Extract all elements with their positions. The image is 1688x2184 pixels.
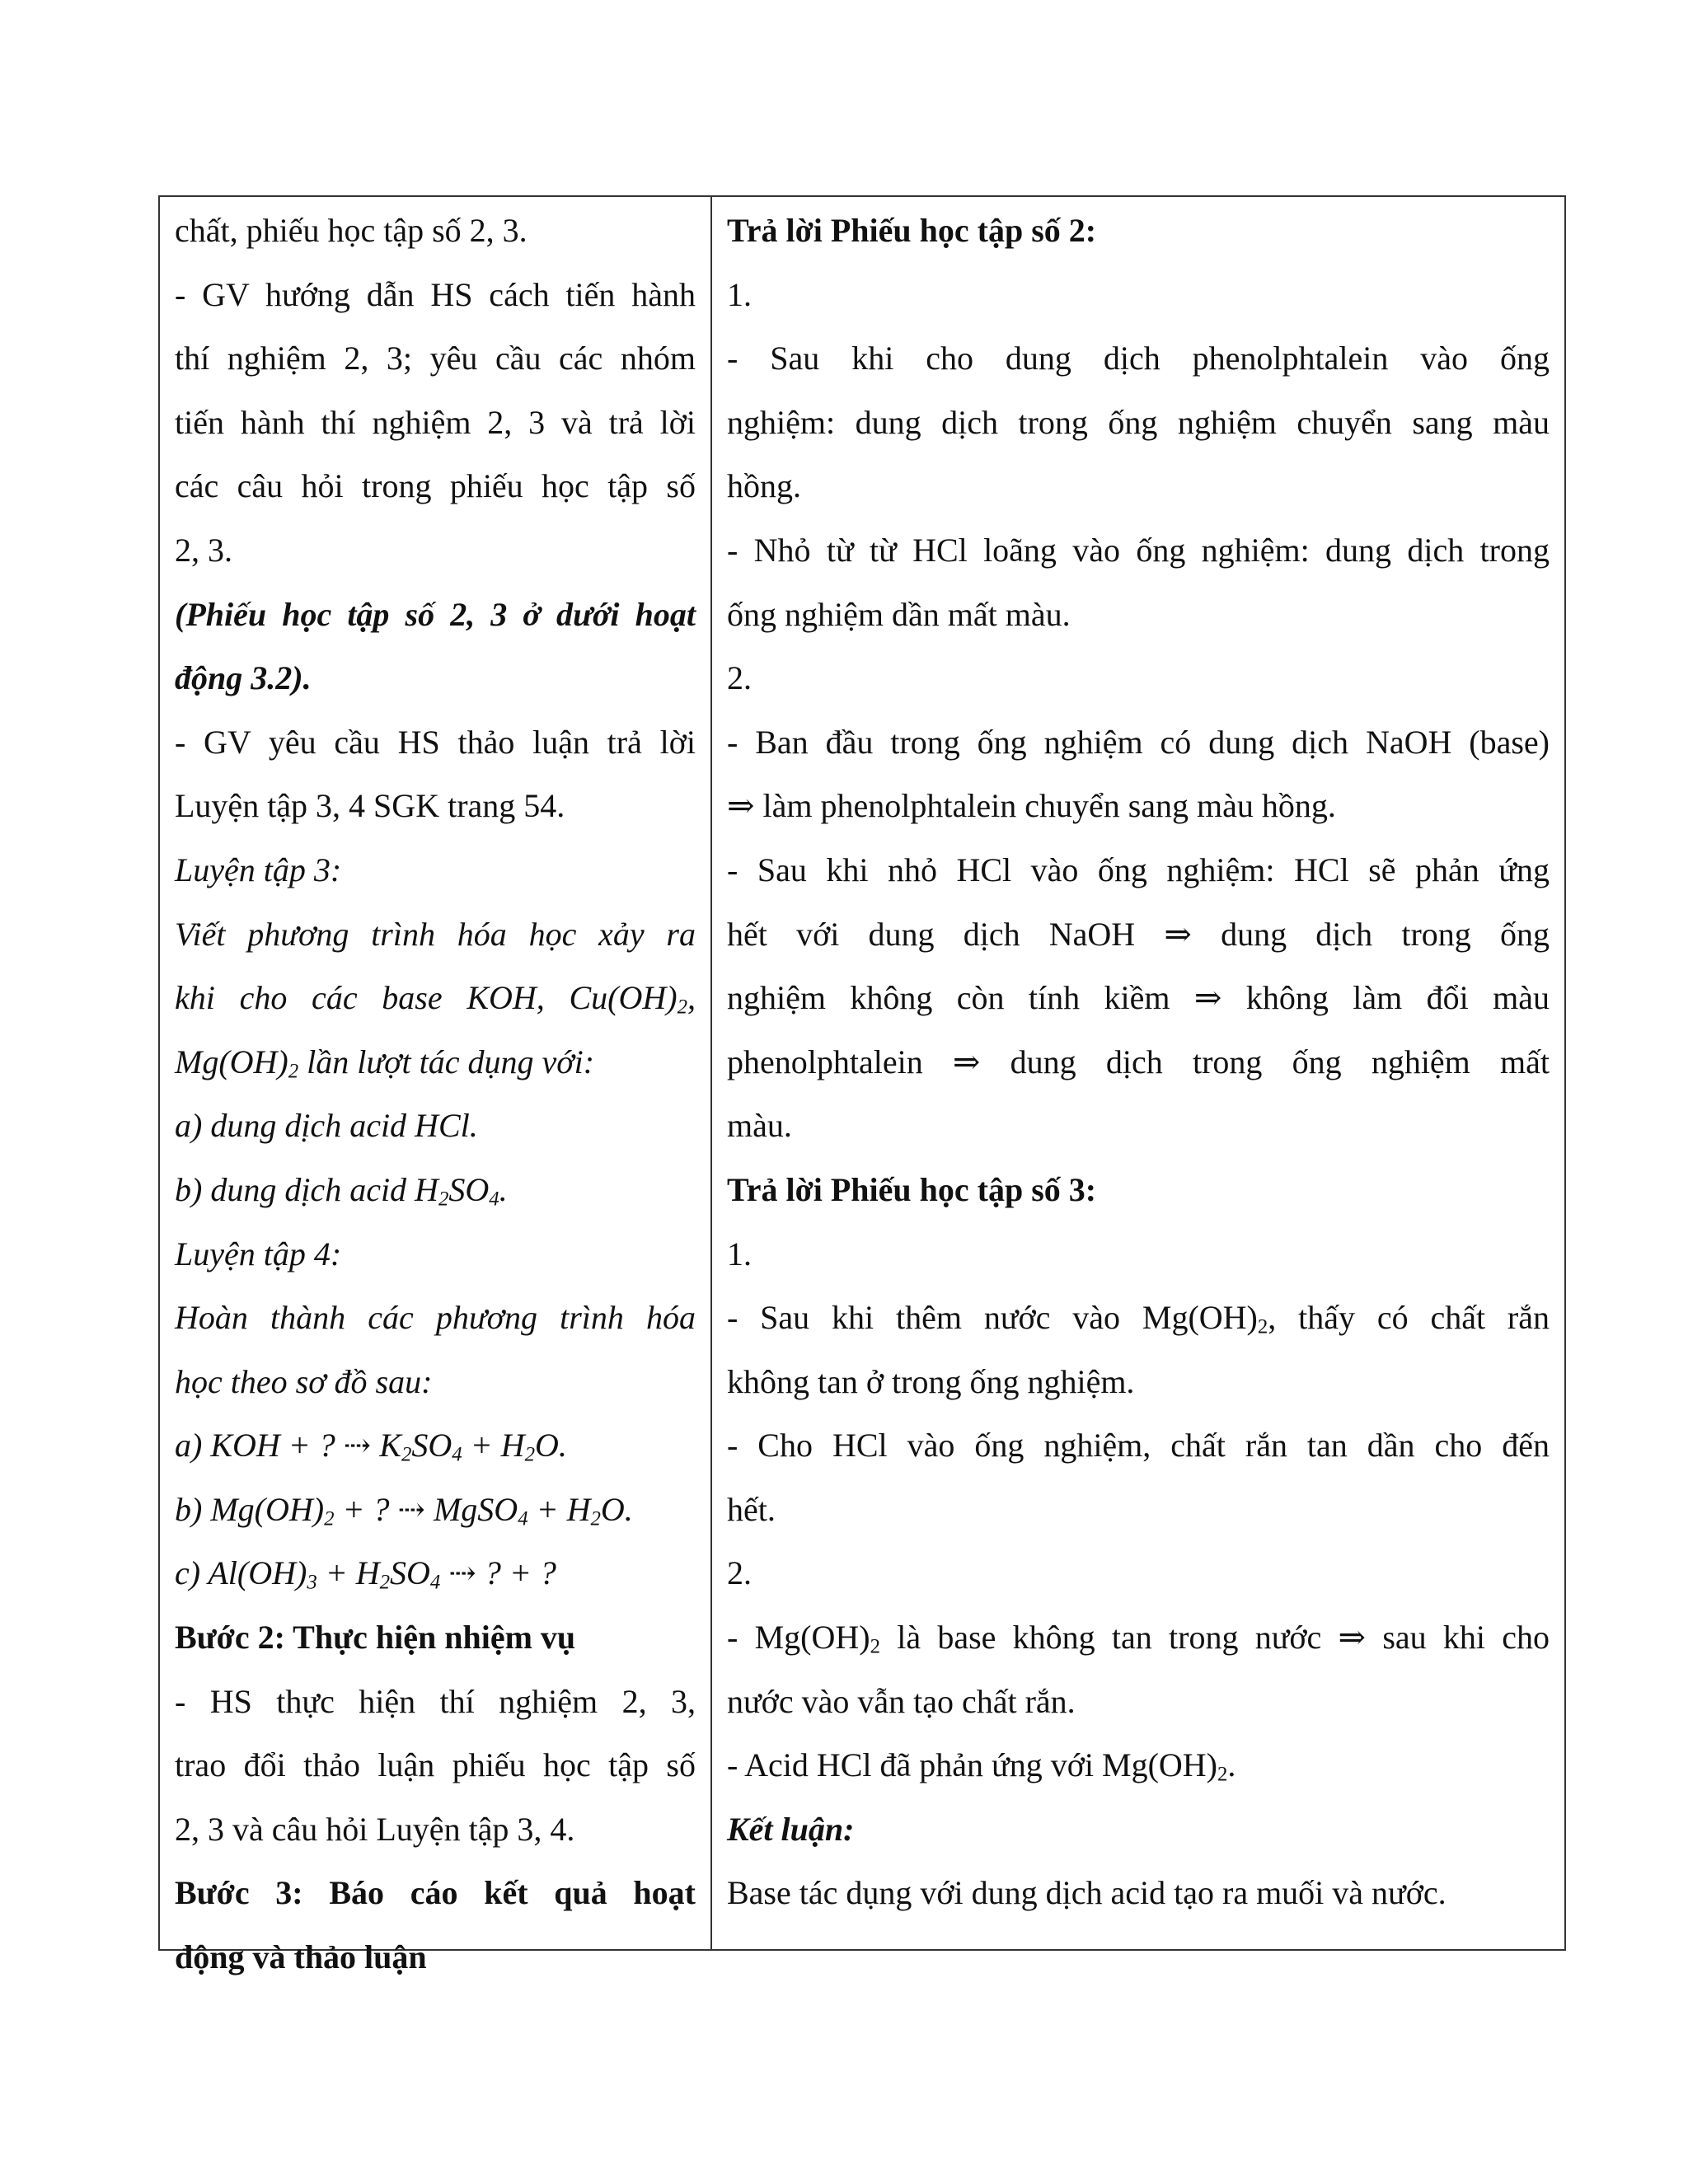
text-line: - HS thực hiện thí nghiệm 2, 3, <box>175 1682 696 1720</box>
text-line: 2. <box>727 659 752 697</box>
conclusion-text: Base tác dụng với dung dịch acid tạo ra muối và nước. <box>727 1874 1447 1912</box>
equation: a) KOH + ? ⇢ $K_2SO_4 + H_2O$. <box>175 1427 567 1466</box>
equation: b) $Mg(OH)_2$ + ? ⇢ MgSO$_4$ + $H_2O$. <box>175 1490 633 1530</box>
exercise-text: khi cho các base KOH, $Cu(OH)_2$, <box>175 979 696 1019</box>
text-line: tiến hành thí nghiệm 2, 3 và trả lời <box>175 403 696 441</box>
text-line: nghiệm không còn tính kiềm ⇒ không làm đổi màu <box>727 979 1550 1017</box>
text-line: trao đổi thảo luận phiếu học tập số <box>175 1746 696 1784</box>
text-line: - GV yêu cầu HS thảo luận trả lời <box>175 723 696 761</box>
exercise-heading: Luyện tập 4: <box>175 1235 342 1272</box>
text-line: - Sau khi thêm nước vào $Mg(OH)_2$, thấy có chất rắn <box>727 1299 1550 1338</box>
text-line: - GV hướng dẫn HS cách tiến hành <box>175 275 696 313</box>
exercise-heading: Luyện tập 3: <box>175 851 342 888</box>
answer-heading: Trả lời Phiếu học tập số 2: <box>727 212 1097 249</box>
step-heading: Bước 3: Báo cáo kết quả hoạt <box>175 1874 696 1912</box>
text-line: - Sau khi cho dung dịch phenolphtalein vào ống <box>727 340 1550 377</box>
exercise-text: Viết phương trình hóa học xảy ra <box>175 915 696 953</box>
student-answer-column <box>712 197 1564 1949</box>
equation: c) $Al(OH)_3 + H_2SO_4$ ⇢ ? + ? <box>175 1554 556 1594</box>
text-line: ⇒ làm phenolphtalein chuyển sang màu hồng. <box>727 787 1336 825</box>
exercise-text: b) dung dịch acid $H_2SO_4$. <box>175 1170 508 1211</box>
text-line: 1. <box>727 1235 752 1272</box>
text-line: - Sau khi nhỏ HCl vào ống nghiệm: HCl sẽ phản ứng <box>727 851 1550 888</box>
exercise-text: Hoàn thành các phương trình hóa <box>175 1299 696 1337</box>
text-line: 2. <box>727 1554 752 1592</box>
text-line: chất, phiếu học tập số 2, 3. <box>175 212 528 249</box>
exercise-text: $Mg(OH)_2$ lần lượt tác dụng với: <box>175 1043 595 1083</box>
step-heading: Bước 2: Thực hiện nhiệm vụ <box>175 1619 576 1657</box>
text-line: 1. <box>727 275 752 313</box>
answer-heading: Trả lời Phiếu học tập số 3: <box>727 1170 1097 1208</box>
text-line: phenolphtalein ⇒ dung dịch trong ống nghiệm mất <box>727 1043 1550 1080</box>
text-line: hồng. <box>727 467 801 505</box>
worksheet-note: động 3.2). <box>175 659 312 697</box>
text-line: thí nghiệm 2, 3; yêu cầu các nhóm <box>175 340 696 377</box>
exercise-text: a) dung dịch acid HCl. <box>175 1107 478 1145</box>
teacher-activity-column <box>160 197 712 1976</box>
worksheet-note: (Phiếu học tập số 2, 3 ở dưới hoạt <box>175 595 696 633</box>
text-line: không tan ở trong ống nghiệm. <box>727 1362 1135 1400</box>
text-line: - $Mg(OH)_2$ là base không tan trong nước ⇒ sau khi cho <box>727 1619 1550 1658</box>
text-line: nghiệm: dung dịch trong ống nghiệm chuyển sang màu <box>727 403 1550 441</box>
text-line: Luyện tập 3, 4 SGK trang 54. <box>175 787 565 825</box>
text-line: - Nhỏ từ từ HCl loãng vào ống nghiệm: dung dịch trong <box>727 531 1550 569</box>
text-line: ống nghiệm dần mất màu. <box>727 595 1071 633</box>
text-line: các câu hỏi trong phiếu học tập số <box>175 467 696 505</box>
lesson-table <box>158 195 1566 1976</box>
text-line: 2, 3. <box>175 531 232 569</box>
text-line: màu. <box>727 1107 792 1145</box>
text-line: - Cho HCl vào ống nghiệm, chất rắn tan dần cho đến <box>727 1427 1550 1465</box>
text-line: hết. <box>727 1490 776 1528</box>
text-line: - Ban đầu trong ống nghiệm có dung dịch NaOH (base) <box>727 723 1550 761</box>
step-heading: động và thảo luận <box>175 1938 427 1976</box>
exercise-text: học theo sơ đồ sau: <box>175 1362 433 1400</box>
conclusion-heading: Kết luận: <box>727 1810 855 1848</box>
text-line: - Acid HCl đã phản ứng với $Mg(OH)_2$. <box>727 1746 1236 1786</box>
text-line: hết với dung dịch NaOH ⇒ dung dịch trong ống <box>727 915 1550 953</box>
text-line: nước vào vẫn tạo chất rắn. <box>727 1682 1076 1720</box>
text-line: 2, 3 và câu hỏi Luyện tập 3, 4. <box>175 1810 575 1848</box>
